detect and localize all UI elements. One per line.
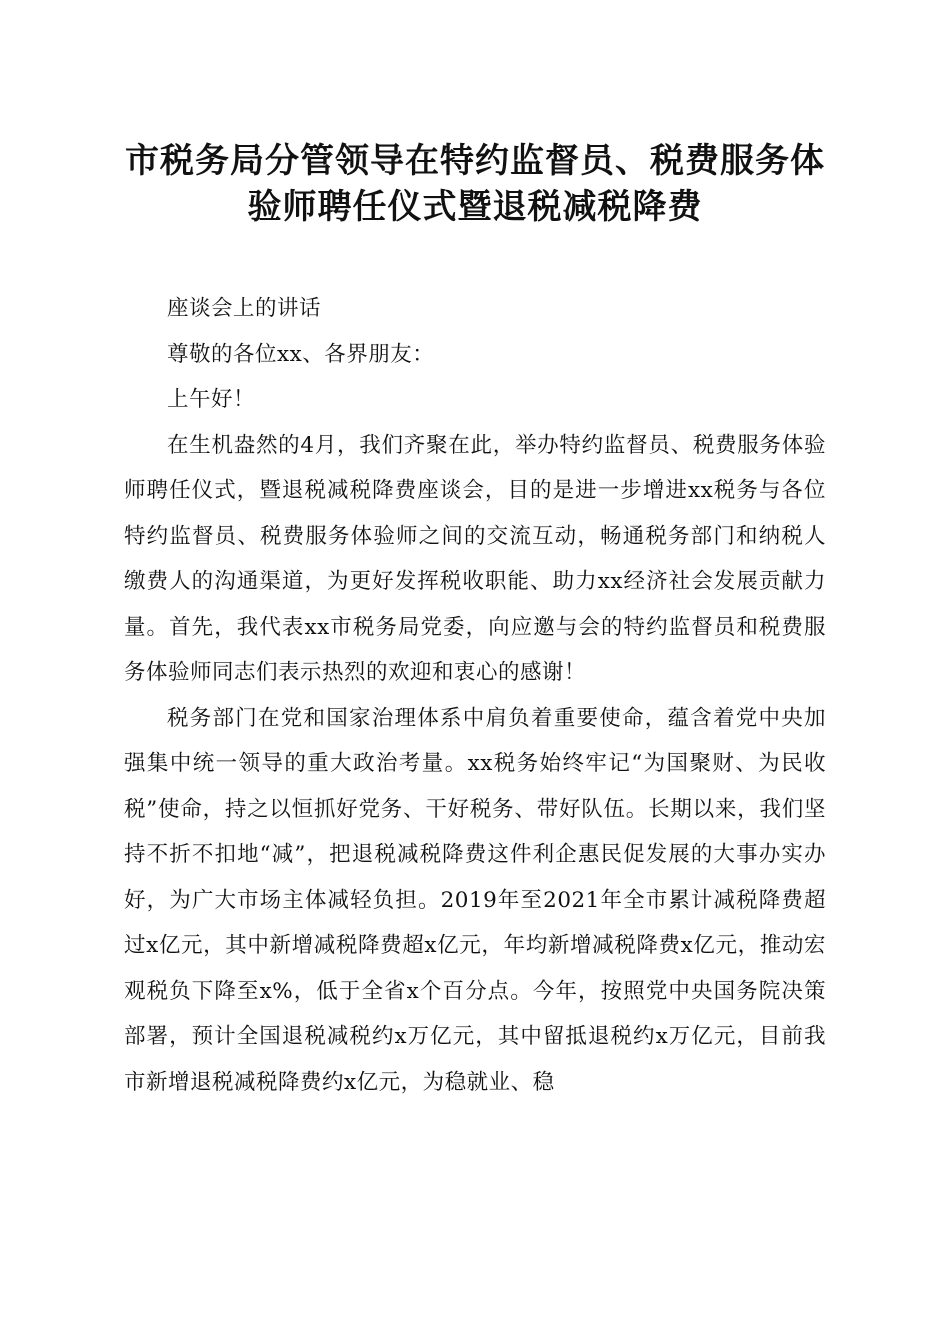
subtitle-paragraph: 座谈会上的讲话 bbox=[167, 296, 322, 321]
body-paragraph-2: 税务部门在党和国家治理体系中肩负着重要使命，蕴含着党中央加强集中统一领导的重大政治考量。xx税务始终牢记“为国聚财、为民收税”使命，持之以恒抓好党务、干好税务、带好队伍。长期以来，我们坚持不折不扣地“减”，把退税减税降费这件利企惠民促发展的大事办实办好，为广大市场主体减轻负担。2019年至2021年全市累计减税降费超过x亿元，其中新增减税降费超x亿元，年均新增减税降费x亿元，推动宏观税负下降至x%，低于全省x个百分点。今年，按照党中央国务院决策部署，预计全国退税减税约x万亿元，其中留抵退税约x万亿元，目前我市新增退税减税降费约x亿元，为稳就业、稳 bbox=[124, 705, 826, 1095]
title-line-1: 市税务局分管领导在特约监督员、税费服务体 bbox=[125, 141, 825, 181]
salutation-paragraph: 尊敬的各位xx、各界朋友： bbox=[167, 341, 435, 367]
greeting-paragraph: 上午好！ bbox=[167, 387, 256, 412]
title-line-2: 验师聘任仪式暨退税减税降费 bbox=[247, 187, 703, 227]
body-paragraph-1: 在生机盎然的4月，我们齐聚在此，举办特约监督员、税费服务体验师聘任仪式，暨退税减税降费座谈会，目的是进一步增进xx税务与各位特约监督员、税费服务体验师之间的交流互动，畅通税务部门和纳税人缴费人的沟通渠道，为更好发挥税收职能、助力xx经济社会发展贡献力量。首先，我代表xx市税务局党委，向应邀与会的特约监督员和税费服务体验师同志们表示热烈的欢迎和衷心的感谢！ bbox=[124, 432, 826, 685]
document-body bbox=[124, 286, 826, 1105]
document-title bbox=[124, 138, 826, 230]
